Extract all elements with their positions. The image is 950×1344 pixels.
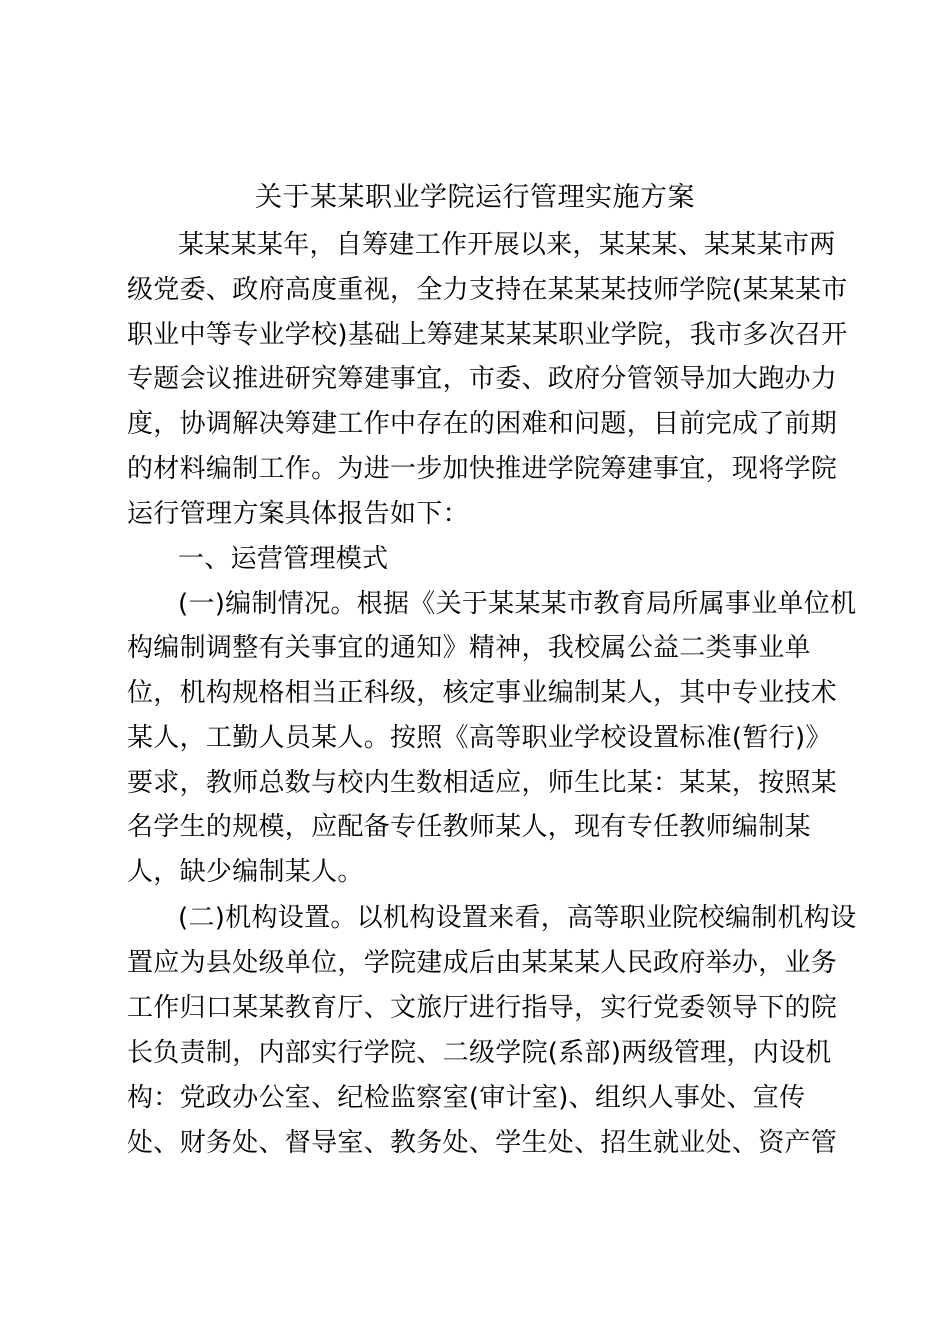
paragraph-line: 某人，工勤人员某人。按照《高等职业学校设置标准(暂行)》: [127, 723, 832, 753]
paragraph-line: (二)机构设置。以机构设置来看，高等职业院校编制机构设: [178, 903, 857, 933]
paragraph-line: 名学生的规模，应配备专任教师某人，现有专任教师编制某: [127, 812, 811, 842]
paragraph-line: 运行管理方案具体报告如下：: [127, 499, 469, 529]
paragraph-line: 处、财务处、督导室、教务处、学生处、招生就业处、资产管: [127, 1128, 838, 1158]
paragraph-line: 的材料编制工作。为进一步加快推进学院筹建事宜，现将学院: [127, 454, 838, 484]
paragraph-line: 专题会议推进研究筹建事宜，市委、政府分管领导加大跑办力: [127, 364, 838, 394]
paragraph-line: 构：党政办公室、纪检监察室(审计室)、组织人事处、宣传: [127, 1083, 806, 1113]
paragraph-line: 工作归口某某教育厅、文旅厅进行指导，实行党委领导下的院: [127, 993, 838, 1023]
paragraph-line: 置应为县处级单位，学院建成后由某某某人民政府举办，业务: [127, 948, 838, 978]
paragraph-line: 某某某某年，自筹建工作开展以来，某某某、某某某市两: [178, 230, 836, 260]
paragraph-line: 要求，教师总数与校内生数相适应，师生比某：某某，按照某: [127, 768, 838, 798]
paragraph-line: 人，缺少编制某人。: [127, 857, 364, 887]
paragraph-line: 职业中等专业学校)基础上筹建某某某职业学院，我市多次召开: [127, 320, 848, 350]
paragraph-line: 位，机构规格相当正科级，核定事业编制某人，其中专业技术: [127, 678, 838, 708]
document-title: 关于某某职业学院运行管理实施方案: [255, 182, 695, 213]
paragraph-line: 度，协调解决筹建工作中存在的困难和问题，目前完成了前期: [127, 409, 838, 439]
paragraph-line: 级党委、政府高度重视，全力支持在某某某技师学院(某某某市: [127, 275, 848, 305]
paragraph-line: 长负责制，内部实行学院、二级学院(系部)两级管理，内设机: [127, 1038, 832, 1068]
paragraph-line: (一)编制情况。根据《关于某某某市教育局所属事业单位机: [178, 589, 857, 619]
section-heading: 一、运营管理模式: [178, 544, 389, 574]
paragraph-line: 构编制调整有关事宜的通知》精神，我校属公益二类事业单: [127, 633, 811, 663]
